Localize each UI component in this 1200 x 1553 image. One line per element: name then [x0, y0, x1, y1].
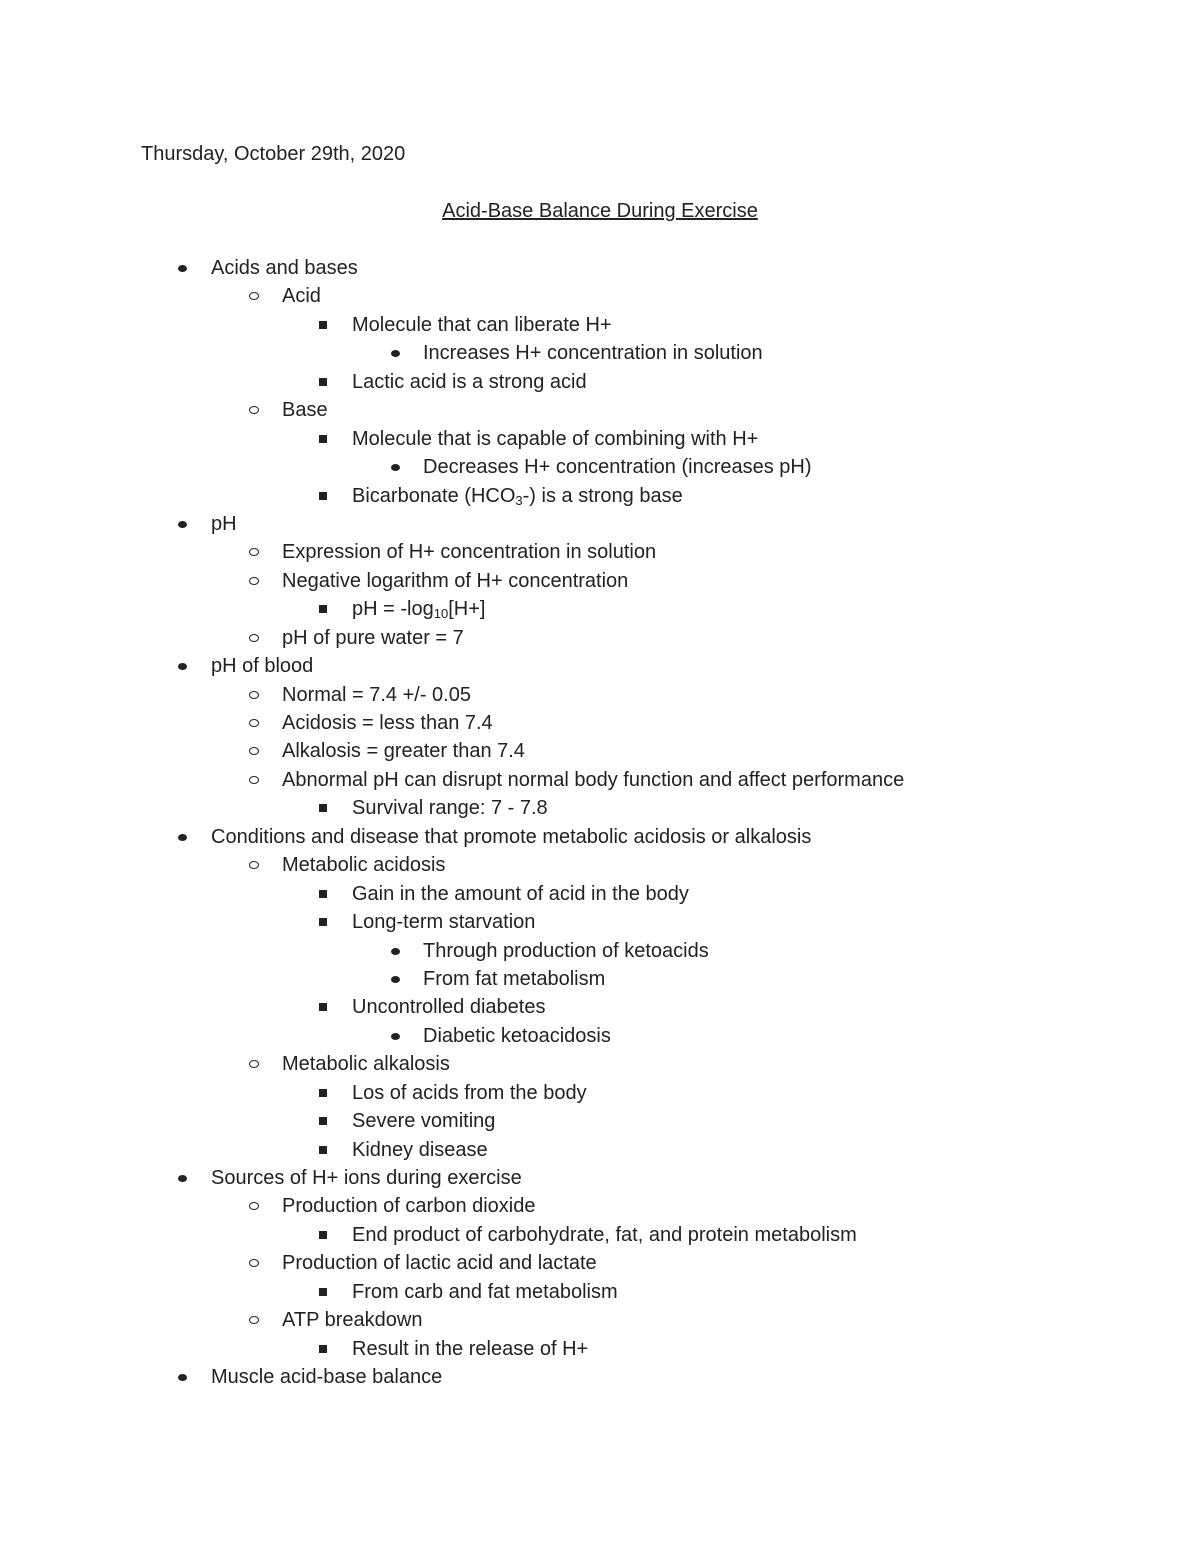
- outline-item-text: [282, 851, 445, 879]
- bullet-circle-icon: [249, 776, 259, 784]
- outline-item-text-main: Production of lactic acid and lactate: [282, 1252, 597, 1275]
- bullet-dot-icon: [391, 948, 400, 955]
- outline-item: [0, 851, 1200, 879]
- bullet-square-icon: [319, 804, 327, 812]
- outline-item-text-main: Acid: [282, 285, 321, 308]
- outline-item-text: [282, 624, 464, 652]
- outline-item-text: [423, 339, 763, 367]
- outline-item-text: [282, 681, 471, 709]
- outline-item-text-main: Expression of H+ concentration in solution: [282, 541, 657, 564]
- outline-item-text-main: Metabolic acidosis: [282, 854, 446, 877]
- bullet-square-icon: [319, 321, 327, 329]
- bullet-square-icon: [319, 492, 327, 500]
- outline-item-text: [211, 823, 811, 851]
- bullet-square-icon: [319, 605, 327, 613]
- outline-item: [0, 652, 1200, 680]
- outline-item: [0, 1164, 1200, 1192]
- outline-item-text-main: Abnormal pH can disrupt normal body function and affect performance: [282, 768, 905, 791]
- outline-item-text-main: Alkalosis = greater than 7.4: [282, 740, 525, 763]
- bullet-square-icon: [319, 1146, 327, 1154]
- outline-item-text-main: Result in the release of H+: [352, 1337, 589, 1360]
- outline-item-text: [211, 1363, 442, 1391]
- bullet-dot-icon: [178, 663, 187, 670]
- outline-item-text-main: Production of carbon dioxide: [282, 1195, 536, 1218]
- subscript: 3: [515, 492, 523, 508]
- outline-item-text-main: From carb and fat metabolism: [352, 1280, 618, 1303]
- document-date: Thursday, October 29th, 2020: [141, 143, 406, 165]
- outline-item: [0, 1107, 1200, 1135]
- bullet-circle-icon: [249, 1060, 259, 1068]
- bullet-square-icon: [319, 1117, 327, 1125]
- outline-item: [0, 282, 1200, 310]
- outline-item: [0, 453, 1200, 481]
- bullet-circle-icon: [249, 577, 259, 585]
- outline-item: [0, 425, 1200, 453]
- outline-item: [0, 794, 1200, 822]
- outline-item-text: [352, 993, 545, 1021]
- outline-item-text-main: Severe vomiting: [352, 1110, 496, 1133]
- outline-item: [0, 396, 1200, 424]
- bullet-circle-icon: [249, 1259, 259, 1267]
- bullet-circle-icon: [249, 1316, 259, 1324]
- outline-item-text-main: Diabetic ketoacidosis: [423, 1024, 611, 1047]
- bullet-circle-icon: [249, 861, 259, 869]
- outline-item-text-main: Negative logarithm of H+ concentration: [282, 569, 629, 592]
- outline-item-text: [352, 908, 535, 936]
- outline-item-text-main: Kidney disease: [352, 1138, 488, 1161]
- outline-item-text-main: Molecule that is capable of combining with H+: [352, 427, 759, 450]
- outline-item-text: [352, 595, 485, 623]
- outline-item: [0, 339, 1200, 367]
- bullet-dot-icon: [178, 1175, 187, 1182]
- outline-item-text-main: Acids and bases: [211, 257, 358, 279]
- bullet-dot-icon: [178, 834, 187, 841]
- outline-item-text: [352, 1136, 488, 1164]
- outline-item-text: [352, 880, 689, 908]
- bullet-dot-icon: [391, 1033, 400, 1040]
- outline-item-text: [282, 538, 656, 566]
- outline-item: [0, 254, 1200, 282]
- outline-item-text: [211, 254, 358, 282]
- bullet-square-icon: [319, 435, 327, 443]
- bullet-square-icon: [319, 1288, 327, 1296]
- outline-item: [0, 368, 1200, 396]
- outline-item-text-main: Uncontrolled diabetes: [352, 996, 546, 1019]
- bullet-circle-icon: [249, 634, 259, 642]
- outline-item-text-after: [H+]: [448, 598, 486, 621]
- outline-item-text: [352, 794, 548, 822]
- bullet-circle-icon: [249, 548, 259, 556]
- outline-item-text: [282, 709, 493, 737]
- outline-item-text: [423, 1022, 611, 1050]
- outline-item: [0, 709, 1200, 737]
- bullet-square-icon: [319, 1003, 327, 1011]
- bullet-dot-icon: [178, 521, 187, 528]
- outline-item-text: [352, 482, 683, 510]
- outline-item-text-main: Acidosis = less than 7.4: [282, 712, 493, 734]
- outline-item: [0, 482, 1200, 510]
- bullet-circle-icon: [249, 691, 259, 699]
- outline-item-text: [211, 652, 313, 680]
- subscript: 10: [433, 606, 449, 622]
- bullet-square-icon: [319, 918, 327, 926]
- outline-item-text-main: End product of carbohydrate, fat, and protein metabolism: [352, 1223, 857, 1246]
- outline-item-text-main: Metabolic alkalosis: [282, 1053, 450, 1076]
- bullet-circle-icon: [249, 406, 259, 414]
- outline-item: [0, 1278, 1200, 1306]
- outline-item: [0, 1136, 1200, 1164]
- outline-item-text-main: Muscle acid-base balance: [211, 1366, 443, 1389]
- outline-item-text-after: -) is a strong base: [522, 484, 683, 507]
- outline-item-text-main: Gain in the amount of acid in the body: [352, 882, 689, 905]
- outline-item: [0, 937, 1200, 965]
- outline-item: [0, 311, 1200, 339]
- outline-item: [0, 595, 1200, 623]
- outline-item: [0, 510, 1200, 538]
- outline-item-text-main: Increases H+ concentration in solution: [423, 342, 763, 365]
- outline-item-text: [352, 1278, 618, 1306]
- outline-item-text: [282, 766, 904, 794]
- outline-item-text: [282, 1249, 597, 1277]
- outline-item: [0, 624, 1200, 652]
- outline-item: [0, 681, 1200, 709]
- outline-item-text: [423, 937, 709, 965]
- outline-item-text: [282, 282, 321, 310]
- outline-item-text-main: Base: [282, 399, 328, 422]
- bullet-dot-icon: [391, 464, 400, 471]
- outline-item: [0, 908, 1200, 936]
- outline-item-text: [282, 1306, 422, 1334]
- outline-item-text-main: Normal = 7.4 +/- 0.05: [282, 683, 471, 706]
- outline-item-text-main: Sources of H+ ions during exercise: [211, 1167, 522, 1189]
- outline-item-text-main: Conditions and disease that promote metabolic acidosis or alkalosis: [211, 825, 812, 848]
- outline-item: [0, 823, 1200, 851]
- outline-item: [0, 1249, 1200, 1277]
- outline-item: [0, 993, 1200, 1021]
- bullet-square-icon: [319, 890, 327, 898]
- outline-item-text: [352, 1079, 587, 1107]
- outline-item-text-main: Long-term starvation: [352, 911, 536, 934]
- outline-item-text-main: Bicarbonate (HCO: [352, 484, 516, 507]
- outline-item-text-main: Decreases H+ concentration (increases pH): [423, 456, 812, 479]
- bullet-dot-icon: [178, 1374, 187, 1381]
- outline-item: [0, 538, 1200, 566]
- bullet-circle-icon: [249, 747, 259, 755]
- outline-item: [0, 737, 1200, 765]
- bullet-square-icon: [319, 1231, 327, 1239]
- outline-item-text: [352, 1221, 857, 1249]
- outline-item: [0, 1079, 1200, 1107]
- outline-item-text: [282, 737, 525, 765]
- bullet-square-icon: [319, 1345, 327, 1353]
- outline-item: [0, 965, 1200, 993]
- outline-item-text: [352, 311, 612, 339]
- bullet-circle-icon: [249, 1202, 259, 1210]
- outline-item-text-main: Survival range: 7 - 7.8: [352, 797, 548, 820]
- bullet-circle-icon: [249, 292, 259, 300]
- outline-item-text-main: Lactic acid is a strong acid: [352, 370, 587, 393]
- outline-item-text-main: Through production of ketoacids: [423, 939, 709, 962]
- outline-item: [0, 567, 1200, 595]
- document-title: Acid-Base Balance During Exercise: [442, 200, 758, 222]
- outline-item-text: [282, 567, 628, 595]
- outline-item: [0, 1306, 1200, 1334]
- outline-item: [0, 1192, 1200, 1220]
- outline-item-text: [282, 1050, 450, 1078]
- bullet-dot-icon: [178, 265, 187, 272]
- outline-item-text: [352, 1335, 588, 1363]
- bullet-dot-icon: [391, 976, 400, 983]
- bullet-square-icon: [319, 1089, 327, 1097]
- outline-item-text-main: From fat metabolism: [423, 967, 606, 990]
- outline-item-text-main: Molecule that can liberate H+: [352, 313, 612, 336]
- outline-item-text: [352, 1107, 495, 1135]
- outline-item-text: [352, 368, 587, 396]
- outline-item-text: [282, 396, 328, 424]
- outline-item-text-main: ATP breakdown: [282, 1309, 423, 1332]
- bullet-circle-icon: [249, 719, 259, 727]
- outline-item: [0, 1221, 1200, 1249]
- bullet-square-icon: [319, 378, 327, 386]
- outline-item-text-main: Los of acids from the body: [352, 1081, 587, 1104]
- outline-item-text-main: pH: [211, 512, 237, 535]
- outline-item-text-main: pH of pure water = 7: [282, 626, 464, 649]
- outline-item: [0, 1022, 1200, 1050]
- outline-item-text: [352, 425, 758, 453]
- bullet-outline: [0, 254, 1200, 1392]
- outline-item-text-main: pH = -log: [352, 598, 434, 621]
- outline-item-text: [423, 965, 605, 993]
- outline-item: [0, 1050, 1200, 1078]
- outline-item: [0, 766, 1200, 794]
- outline-item-text: [282, 1192, 536, 1220]
- outline-item-text: [423, 453, 812, 481]
- outline-item-text: [211, 1164, 522, 1192]
- outline-item-text: [211, 510, 237, 538]
- bullet-dot-icon: [391, 350, 400, 357]
- outline-item: [0, 1335, 1200, 1363]
- outline-item: [0, 880, 1200, 908]
- outline-item: [0, 1363, 1200, 1391]
- outline-item-text-main: pH of blood: [211, 655, 314, 678]
